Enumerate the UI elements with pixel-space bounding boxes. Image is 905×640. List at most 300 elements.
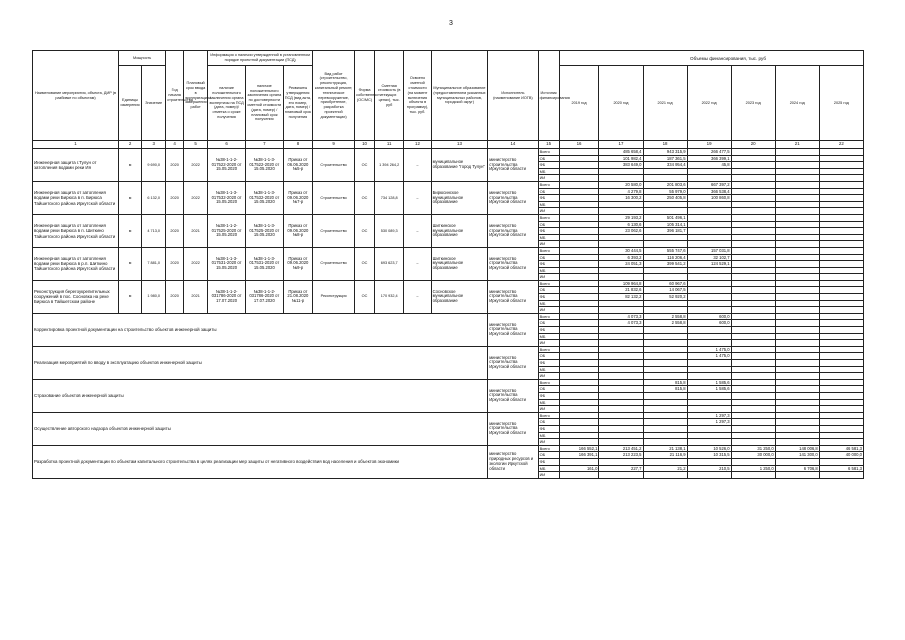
funding-source: МБ [538,432,559,439]
funding-value [731,327,775,334]
funding-value [687,366,731,373]
funding-value [731,419,775,426]
funding-value [599,406,643,413]
funding-value: 1 585,6 [687,379,731,386]
funding-value: 24 051,3 [599,261,643,268]
funding-value [599,399,643,406]
funding-value [819,195,863,202]
funding-value [819,168,863,175]
table-row [33,412,864,419]
funding-value [687,439,731,446]
funding-value: 148 006,8 [775,445,819,452]
funding-value [559,419,599,426]
funding-value [819,399,863,406]
funding-value [643,327,687,334]
hdr-year-end: Плановый срок ввода в эксплуатацию/завершения работ [184,51,208,141]
executor: министерство строительства Иркутской области [488,379,538,412]
funding-value [559,406,599,413]
year-end: 2022 [184,181,208,214]
funding-source: ИИ [538,274,559,281]
funding-value: 166 391,1 [559,452,599,459]
funding-value: 32 102,7 [687,254,731,261]
funding-value [775,261,819,268]
estimate-conclusion: №38-1-1-3-017532-2020 от 15.05.2020 [245,181,283,214]
funding-value: 2 558,8 [643,320,687,327]
funding-source: ОБ [538,254,559,261]
funding-value: 141 300,0 [775,452,819,459]
funding-value [819,432,863,439]
expertise-conclusion: №38-1-1-3-017532-2020 от 15.05.2020 [208,181,246,214]
funding-value: 20 580,0 [599,181,643,188]
funding-value [731,247,775,254]
year-end: 2021 [184,214,208,247]
funding-value: 396 181,7 [643,228,687,235]
hdr-capacity: Мощность [119,51,166,66]
funding-value: 815,8 [643,379,687,386]
funding-value [819,214,863,221]
funding-value [687,294,731,301]
funding-source: МБ [538,234,559,241]
column-number: 13 [431,141,488,149]
approval-act: Приказ от 09.06.2020 №7-р [283,181,312,214]
funding-source: Всего [538,346,559,353]
funding-value [559,458,599,465]
funding-value [599,360,643,367]
funding-value [775,340,819,347]
funding-value [775,181,819,188]
funding-value [775,313,819,320]
funding-value [599,432,643,439]
hdr-year: 2025 год [819,66,863,141]
funding-value [731,261,775,268]
funding-value [559,181,599,188]
hdr-municipality: Муниципальное образование (предоставлением указанных муниципальных районов, городской округ) [431,51,488,141]
funding-source: МБ [538,300,559,307]
funding-value [599,392,643,399]
funding-value [643,366,687,373]
executor: министерство строительства Иркутской области [488,280,538,313]
column-number: 6 [208,141,246,149]
funding-value: 31 250,0 [731,445,775,452]
funding-value [819,155,863,162]
funding-value [559,392,599,399]
funding-value [687,399,731,406]
balance: – [404,280,431,313]
funding-value [731,353,775,360]
funding-value [687,208,731,215]
hdr-cost: Сметная стоимость (в текущих ценах), тыс. руб [374,51,403,141]
funding-value [775,228,819,235]
funding-value [559,346,599,353]
municipality: Шиткинское муниципальное образование [431,247,488,280]
table-row [33,445,864,452]
funding-value [775,294,819,301]
funding-value [643,168,687,175]
funding-value [819,274,863,281]
funding-value [559,360,599,367]
funding-value [687,392,731,399]
funding-source: ИИ [538,241,559,248]
funding-source: МБ [538,168,559,175]
ownership: ОС [355,181,375,214]
funding-value [687,458,731,465]
executor: министерство строительства Иркутской области [488,181,538,214]
hdr-ownership: Форма собственности (ОС/МС) [355,51,375,141]
funding-value: 366 399,1 [687,155,731,162]
funding-value [819,353,863,360]
hdr-year: 2021 год [643,66,687,141]
hdr-docs-group: Информация о наличии утвержденной в установленном порядке проектной документации (ПСД) [208,51,313,66]
funding-value [559,188,599,195]
funding-value [819,280,863,287]
funding-value [819,392,863,399]
expertise-conclusion: №38-1-1-2-031786-2020 от 17.07.2020 [208,280,246,313]
funding-value [559,247,599,254]
funding-value [599,373,643,380]
funding-value [559,274,599,281]
column-number: 16 [559,141,599,149]
funding-value [559,412,599,419]
funding-value [643,392,687,399]
funding-value [643,267,687,274]
funding-value [687,168,731,175]
funding-value [731,340,775,347]
funding-value [819,241,863,248]
approval-act: Приказ от 21.08.2020 №11-р [283,280,312,313]
funding-value [775,175,819,182]
funding-source: МБ [538,267,559,274]
funding-value [559,425,599,432]
funding-value [687,175,731,182]
hdr-balance: Освоено сметной стоимости (на момент включения объекта в программу), тыс. руб. [404,51,431,141]
funding-value [775,386,819,393]
funding-value [775,327,819,334]
capacity-value: 1 980,0 [142,280,166,313]
funding-value [559,280,599,287]
funding-value [731,439,775,446]
funding-value [775,155,819,162]
object-name: Реконструкция берегоукрепительных сооружений в пос. Сосновка на реке Бирюса в Тайшетском районе [33,280,119,313]
funding-source: Всего [538,445,559,452]
funding-value [819,419,863,426]
funding-value: 1 585,6 [687,386,731,393]
funding-value [559,399,599,406]
column-number: 21 [775,141,819,149]
estimated-cost: 734 128,8 [374,181,403,214]
funding-value [559,221,599,228]
funding-value: 2 558,8 [643,313,687,320]
funding-value [775,274,819,281]
column-number: 15 [538,141,559,149]
year-end: 2022 [184,149,208,182]
municipality: Шиткинское муниципальное образование [431,214,488,247]
funding-value [819,149,863,156]
funding-value [687,333,731,340]
funding-value [775,366,819,373]
table-row [33,181,864,188]
funding-value [731,313,775,320]
funding-value [643,234,687,241]
funding-value [731,458,775,465]
funding-value [559,432,599,439]
funding-value [687,373,731,380]
funding-value: 667 397,2 [687,181,731,188]
funding-value [731,392,775,399]
funding-value [819,208,863,215]
funding-value [731,267,775,274]
municipality: муниципальное образование "город Тулун" [431,149,488,182]
funding-source: ИИ [538,439,559,446]
funding-value: 250 405,8 [643,195,687,202]
funding-value [775,458,819,465]
funding-value [599,175,643,182]
funding-value [687,406,731,413]
funding-value [731,241,775,248]
funding-value [643,458,687,465]
funding-value [687,327,731,334]
funding-value [775,353,819,360]
funding-value [731,280,775,287]
funding-value [687,472,731,479]
funding-value [775,412,819,419]
funding-value: 1 297,3 [687,419,731,426]
executor: министерство строительства Иркутской области [488,412,538,445]
funding-value [643,333,687,340]
capacity-unit: м [119,181,142,214]
work-type: Реконструкция [313,280,355,313]
funding-source: ИИ [538,340,559,347]
funding-value: 29 193,2 [599,214,643,221]
funding-value [731,208,775,215]
hdr-year: 2019 год [559,66,599,141]
expertise-conclusion: №38-1-1-2-017525-2020 от 15.05.2020 [208,214,246,247]
funding-value [775,373,819,380]
funding-value [819,307,863,314]
funding-source: ИИ [538,472,559,479]
funding-value [819,386,863,393]
funding-value [731,162,775,169]
funding-value [775,346,819,353]
funding-value [819,406,863,413]
funding-value: 4 073,3 [599,313,643,320]
funding-value [819,267,863,274]
object-name: Инженерная защита от затопления водами реки Бирюса в п. Бирюса Тайшетского района Иркутской области [33,181,119,214]
estimate-conclusion: №38-1-1-3-017525-2020 от 15.05.2020 [245,214,283,247]
funding-value: 600,0 [687,320,731,327]
funding-value [643,307,687,314]
funding-value [819,300,863,307]
funding-source: ФБ [538,458,559,465]
funding-value: 4 073,3 [599,320,643,327]
funding-value [643,360,687,367]
funding-value [775,425,819,432]
funding-source: МБ [538,201,559,208]
year-end: 2021 [184,280,208,313]
funding-value [819,333,863,340]
table-row [33,379,864,386]
funding-value [775,149,819,156]
funding-value [643,346,687,353]
funding-value [559,214,599,221]
hdr-year: 2023 год [731,66,775,141]
funding-value: 943 315,9 [643,149,687,156]
funding-value: 213 451,2 [599,445,643,452]
hdr-work-type: Вид работ (строительство, реконструкция, капитальный ремонт, техническое перевооружение, приобретение, разработка проектной документации) [313,51,355,141]
funding-value: 46 581,3 [819,445,863,452]
funding-value: 161,0 [559,465,599,472]
funding-value [819,366,863,373]
funding-value [643,412,687,419]
hdr-name: Наименование мероприятия, объекта, ДИР (в разбивке по объектам) [33,51,119,141]
table-row [33,149,864,156]
funding-value: 16 300,2 [599,195,643,202]
funding-value [731,149,775,156]
executor: министерство строительства Иркутской области [488,149,538,182]
funding-value [731,175,775,182]
funding-source: ОБ [538,353,559,360]
funding-value [731,346,775,353]
funding-value: 6 581,3 [819,465,863,472]
funding-value [687,234,731,241]
funding-value: 116 206,4 [643,254,687,261]
funding-source: ФБ [538,162,559,169]
funding-value [599,201,643,208]
activity-name: Разработка проектной документации по объектам капитального строительства в целях реализации мер защиты от негативного воздействия вод населения и объектов экономики [33,445,488,478]
funding-value: 21,2 [643,465,687,472]
municipality: Сосновское муниципальное образование [431,280,488,313]
funding-value [775,254,819,261]
activity-name: Осуществление авторского надзора объектов инженерной защиты [33,412,488,445]
funding-value: 1 297,3 [687,412,731,419]
funding-value [731,188,775,195]
funding-source: ИИ [538,208,559,215]
funding-value: 40 000,0 [819,452,863,459]
capacity-value: 6 132,0 [142,181,166,214]
funding-value [775,392,819,399]
funding-value [819,346,863,353]
funding-value [687,280,731,287]
object-name: Инженерная защита г.Тулун от затопления водами реки Ия [33,149,119,182]
funding-value [599,340,643,347]
funding-value [819,201,863,208]
funding-value [559,155,599,162]
page-number: 3 [449,20,453,27]
hdr-year: 2024 год [775,66,819,141]
funding-source: Всего [538,149,559,156]
funding-value [819,412,863,419]
funding-value: 100 860,8 [687,195,731,202]
column-number: 9 [313,141,355,149]
funding-value [731,195,775,202]
hdr-estimate: наличие положительного заключения органа по достоверности сметной стоимости (дата, номер) / плановый срок получения [245,66,283,141]
funding-value [559,373,599,380]
funding-value [819,247,863,254]
capacity-unit: м [119,247,142,280]
funding-source: ОБ [538,386,559,393]
funding-value [819,458,863,465]
funding-value [687,228,731,235]
funding-value [643,340,687,347]
funding-value [687,340,731,347]
funding-value [559,439,599,446]
funding-value [775,432,819,439]
funding-value [643,201,687,208]
year-start: 2020 [166,214,184,247]
funding-value: 201 803,6 [643,181,687,188]
funding-source: ФБ [538,425,559,432]
balance: – [404,149,431,182]
work-type: Строительство [313,149,355,182]
funding-value [819,181,863,188]
funding-value [643,353,687,360]
funding-source: Всего [538,412,559,419]
executor: министерство строительства Иркутской области [488,346,538,379]
funding-value: 45,8 [687,162,731,169]
funding-value [731,366,775,373]
year-end: 2022 [184,247,208,280]
funding-value [819,228,863,235]
funding-value [775,267,819,274]
column-number: 8 [283,141,312,149]
hdr-executor: Исполнитель (наименование ИОГВ) [488,51,538,141]
funding-value [643,406,687,413]
funding-value [559,241,599,248]
funding-value: 21 116,9 [643,452,687,459]
funding-value [775,406,819,413]
funding-value [559,234,599,241]
funding-value [819,313,863,320]
capacity-value: 4 713,0 [142,214,166,247]
funding-value [731,379,775,386]
funding-value [687,221,731,228]
funding-value [731,294,775,301]
funding-value: 815,8 [643,386,687,393]
hdr-unit: Единицы измерения [119,66,142,141]
estimated-cost: 530 089,3 [374,214,403,247]
funding-value [819,221,863,228]
funding-value [819,162,863,169]
funding-value [599,327,643,334]
funding-value [687,360,731,367]
funding-value [559,333,599,340]
funding-value [819,261,863,268]
funding-value [643,373,687,380]
funding-value [599,307,643,314]
funding-value [559,228,599,235]
funding-source: ИИ [538,307,559,314]
funding-value: 555 747,6 [643,247,687,254]
funding-value [599,234,643,241]
funding-source: МБ [538,465,559,472]
funding-value [559,294,599,301]
funding-source: Всего [538,379,559,386]
funding-value [559,472,599,479]
funding-value [643,300,687,307]
estimate-conclusion: №38-1-1-3-017522-2020 от 15.05.2020 [245,149,283,182]
funding-value [775,201,819,208]
funding-value [775,247,819,254]
funding-source: ФБ [538,228,559,235]
capacity-value: 7 881,0 [142,247,166,280]
funding-value [775,188,819,195]
column-number: 19 [687,141,731,149]
funding-value [819,254,863,261]
funding-value [643,175,687,182]
column-number: 12 [404,141,431,149]
column-number: 7 [245,141,283,149]
funding-source: ФБ [538,294,559,301]
funding-value [559,149,599,156]
